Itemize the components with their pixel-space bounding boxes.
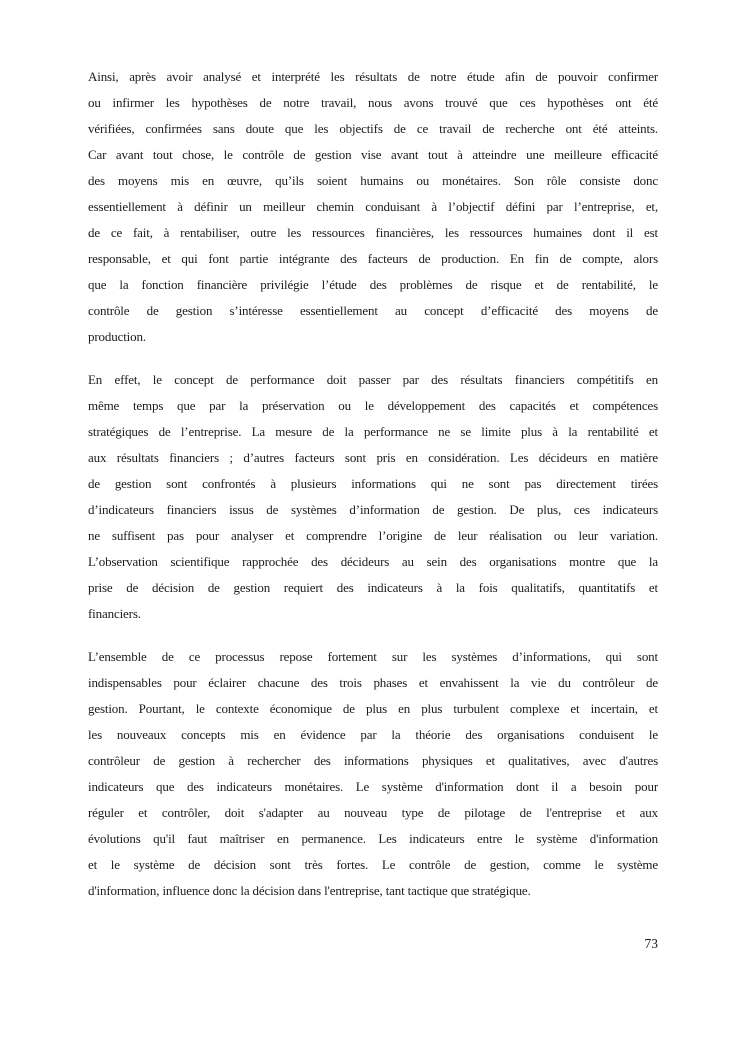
text-block	[88, 64, 658, 921]
text-line: ou infirmer les hypothèses de notre travail, nous avons trouvé que ces hypothèses ont été	[88, 95, 658, 110]
text-line: indispensables pour éclairer chacune des trois phases et envahissent la vie du contrôleur de	[88, 675, 658, 690]
paragraph-3	[88, 644, 658, 904]
text-line: En effet, le concept de performance doit passer par des résultats financiers compétitifs en	[88, 372, 658, 387]
text-line: même temps que par la préservation ou le développement des capacités et compétences	[88, 398, 658, 413]
text-line: évolutions qu'il faut maîtriser en permanence. Les indicateurs entre le système d'information	[88, 831, 658, 846]
text-line: stratégiques de l’entreprise. La mesure de la performance ne se limite plus à la rentabilité et	[88, 424, 658, 439]
text-line: essentiellement à définir un meilleur chemin conduisant à l’objectif défini par l’entreprise, et,	[88, 199, 658, 214]
text-line: contrôleur de gestion à rechercher des informations physiques et qualitatives, avec d'autres	[88, 753, 658, 768]
text-line: d’indicateurs financiers issus de systèmes d’information de gestion. De plus, ces indicateurs	[88, 502, 658, 517]
text-line: d'information, influence donc la décision dans l'entreprise, tant tactique que stratégique.	[88, 883, 531, 898]
text-line: prise de décision de gestion requiert des indicateurs à la fois qualitatifs, quantitatifs et	[88, 580, 658, 595]
text-line: aux résultats financiers ; d’autres facteurs sont pris en considération. Les décideurs en matière	[88, 450, 658, 465]
text-line: et le système de décision sont très fortes. Le contrôle de gestion, comme le système	[88, 857, 658, 872]
text-line: financiers.	[88, 606, 141, 621]
text-line: Ainsi, après avoir analysé et interprété les résultats de notre étude afin de pouvoir confirmer	[88, 69, 658, 84]
text-line: responsable, et qui font partie intégrante des facteurs de production. En fin de compte, alors	[88, 251, 658, 266]
text-line: production.	[88, 329, 146, 344]
text-line: de ce fait, à rentabiliser, outre les ressources financières, les ressources humaines dont il est	[88, 225, 658, 240]
text-line: indicateurs que des indicateurs monétaires. Le système d'information dont il a besoin pour	[88, 779, 658, 794]
text-line: des moyens mis en œuvre, qu’ils soient humains ou monétaires. Son rôle consiste donc	[88, 173, 658, 188]
paragraph-1	[88, 64, 658, 350]
text-line: de gestion sont confrontés à plusieurs informations qui ne sont pas directement tirées	[88, 476, 658, 491]
paragraph-2	[88, 367, 658, 627]
page-number: 73	[644, 936, 658, 951]
text-line: Car avant tout chose, le contrôle de gestion vise avant tout à atteindre une meilleure efficacité	[88, 147, 658, 162]
text-line: gestion. Pourtant, le contexte économique de plus en plus turbulent complexe et incertain, et	[88, 701, 658, 716]
text-line: vérifiées, confirmées sans doute que les objectifs de ce travail de recherche ont été atteints.	[88, 121, 658, 136]
text-line: les nouveaux concepts mis en évidence par la théorie des organisations conduisent le	[88, 727, 658, 742]
text-line: que la fonction financière privilégie l’étude des problèmes de risque et de rentabilité, le	[88, 277, 658, 292]
text-line: ne suffisent pas pour analyser et comprendre l’origine de leur réalisation ou leur variation.	[88, 528, 658, 543]
text-line: L’ensemble de ce processus repose fortement sur les systèmes d’informations, qui sont	[88, 649, 658, 664]
text-line: contrôle de gestion s’intéresse essentiellement au concept d’efficacité des moyens de	[88, 303, 658, 318]
text-line: réguler et contrôler, doit s'adapter au nouveau type de pilotage de l'entreprise et aux	[88, 805, 658, 820]
text-line: L’observation scientifique rapprochée des décideurs au sein des organisations montre que la	[88, 554, 658, 569]
